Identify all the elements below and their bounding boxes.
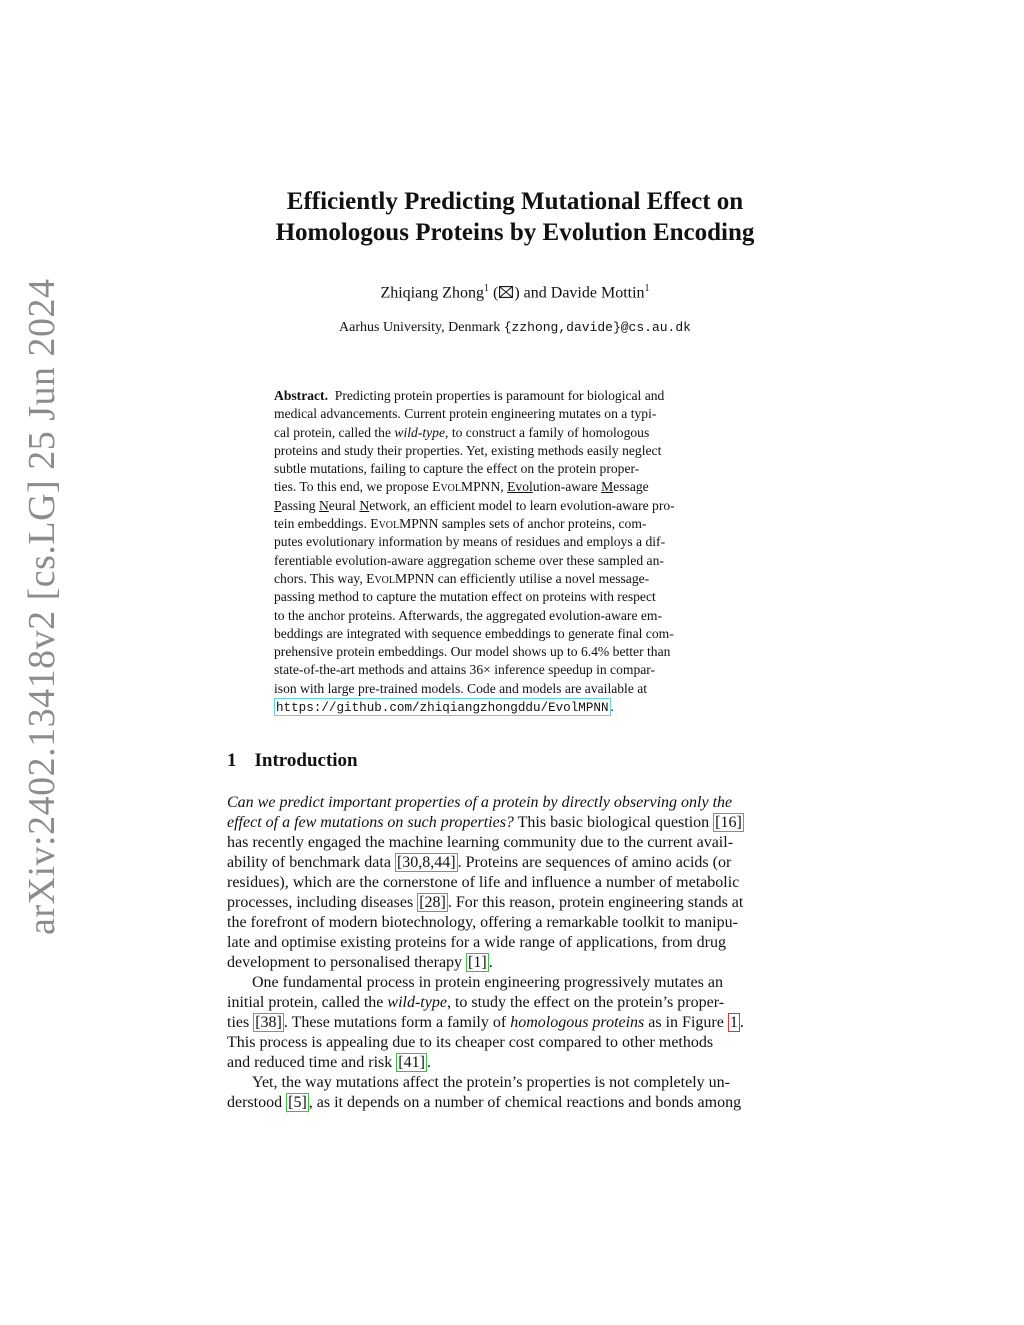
citation-38[interactable]: [38] bbox=[255, 1014, 282, 1031]
email-address[interactable]: {zzhong,davide}@cs.au.dk bbox=[503, 320, 691, 335]
author-2-affil-mark: 1 bbox=[644, 283, 650, 294]
model-name: EvolMPNN bbox=[432, 479, 501, 495]
section-heading-introduction bbox=[227, 750, 358, 772]
authors: Zhiqiang Zhong$^1$ ( ) and Davide Mottin$^1$ bbox=[380, 283, 650, 302]
arxiv-stamp: arXiv:2402.13418v2 [cs.LG] 25 Jun 2024 bbox=[21, 278, 63, 935]
citation-1[interactable]: [1] bbox=[468, 954, 487, 971]
envelope-icon bbox=[499, 286, 513, 298]
author-1-affil-mark: 1 bbox=[484, 283, 489, 294]
citation-41[interactable]: [41] bbox=[398, 1054, 425, 1071]
institution: Aarhus University, Denmark bbox=[339, 320, 501, 335]
citation-5[interactable]: [5] bbox=[288, 1094, 307, 1111]
affiliation bbox=[220, 320, 810, 336]
title-line-1: Efficiently Predicting Mutational Effect on bbox=[286, 188, 744, 215]
section-title: Introduction bbox=[254, 750, 358, 771]
figure-1-reference[interactable]: 1 bbox=[729, 1014, 738, 1031]
abstract: Abstract. Predicting protein properties is paramount for biological and medical advancements. Current protein engineering mutates on a typi- cal protein, called the wild-type, to construct a family of homologous proteins and study their properties. Yet, existing methods easily neglect subtle mutations, failing to capture the effect on the protein proper- ties. To this end, we propose EvolMPNN, Evolution-aware Message Passing Neural Network, an efficient model to learn evolution-aware pro- tein embeddings. EvolMPNN samples sets of anchor proteins, com- putes evolutionary information by means of residues and employs a dif- ferentiable evolution-aware aggregation scheme over these sampled an- chors. This way, EvolMPNN can efficiently utilise a novel message- passing method to capture the mutation effect on proteins with respect to the anchor proteins. Afterwards, the aggregated evolution-aware em- beddings are integrated with sequence embeddings to generate final com- prehensive protein embeddings. Our model shows up to 6.4% better than state-of-the-art methods and attains 36× inference speedup in compar- ison with large pre-trained models. Code and models are available at https://github.com/zhiqiangzhongddu/EvolMPNN . bbox=[274, 388, 675, 716]
section-number: 1 bbox=[227, 750, 237, 771]
citation-16[interactable]: [16] bbox=[715, 814, 742, 831]
title-line-2: Homologous Proteins by Evolution Encoding bbox=[275, 219, 755, 246]
abstract-label: Abstract. bbox=[274, 388, 328, 403]
paper-title bbox=[220, 186, 810, 248]
code-repository-link[interactable]: https://github.com/zhiqiangzhongddu/EvolMPNN bbox=[274, 698, 611, 716]
author-2: Davide Mottin bbox=[550, 284, 645, 302]
model-name: EvolMPNN bbox=[366, 570, 435, 586]
and-text: and bbox=[523, 284, 547, 302]
citation-28[interactable]: [28] bbox=[419, 894, 446, 911]
introduction-body: Can we predict important properties of a protein by directly observing only the effect of a few mutations on such properties? This basic biological question [16] has recently engaged the machine learning community due to the current avail- ability of benchmark data [30,8,44] . Proteins are sequences of amino acids (or residues), which are the cornerstone of life and influence a number of metabolic processes, including diseases [28] . For this reason, protein engineering stands at the forefront of modern biotechnology, offering a remarkable toolkit to manipu- late and optimise existing proteins for a wide range of applications, from drug development to personalised therapy [1] . One fundamental process in protein engineering progressively mutates an initial protein, called the wild-type, to study the effect on the protein’s proper- ties [38] . These mutations form a family of homologous proteins as in Figure 1 . This process is appealing due to its cheaper cost compared to other methods and reduced time and risk [41] . Yet, the way mutations affect the protein’s properties is not completely un- derstood [5] , as it depends on a number of chemical reactions and bonds among bbox=[227, 794, 744, 1111]
author-1: Zhiqiang Zhong bbox=[380, 284, 484, 302]
citation-30-8-44[interactable]: [30,8,44] bbox=[396, 854, 456, 871]
model-name: EvolMPNN bbox=[370, 516, 439, 532]
